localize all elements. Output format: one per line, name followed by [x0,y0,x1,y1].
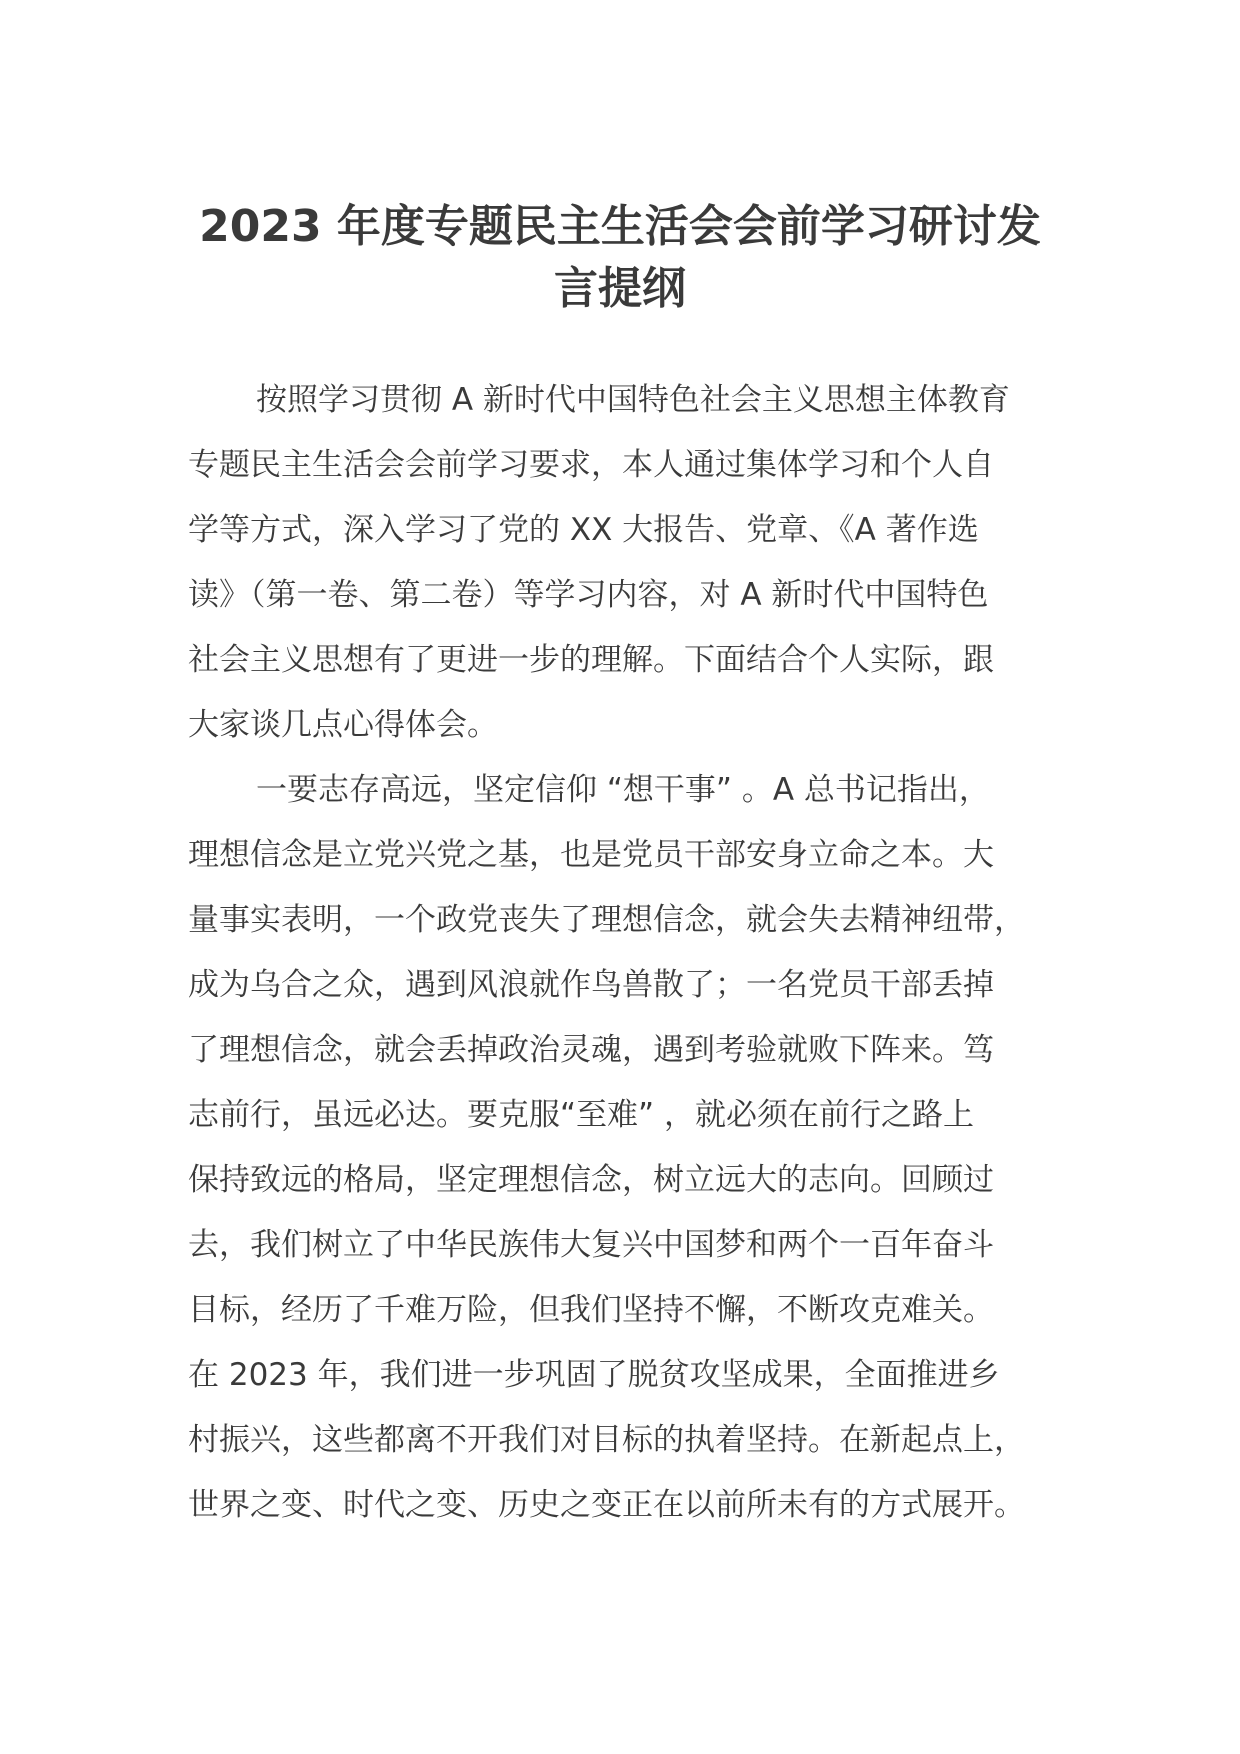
paragraph-intro [188,368,1048,758]
paragraph-line: 保持致远的格局，坚定理想信念，树立远大的志向。回顾过 [188,1162,994,1198]
paragraph-line: 学等方式，深入学习了党的 XX 大报告、党章、《A 著作选 [188,512,979,548]
paragraph-line: 一要志存高远，坚定信仰 “想干事” 。A 总书记指出， [256,772,990,808]
paragraph-point-one [188,758,1048,1538]
paragraph-line: 成为乌合之众，遇到风浪就作鸟兽散了；一名党员干部丢掉 [188,967,994,1003]
paragraph-line: 社会主义思想有了更进一步的理解。下面结合个人实际，跟 [188,642,994,678]
paragraph-line: 专题民主生活会会前学习要求，本人通过集体学习和个人自 [188,447,994,483]
paragraph-line: 世界之变、时代之变、历史之变正在以前所未有的方式展开。 [188,1487,1025,1523]
paragraph-line: 量事实表明，一个政党丧失了理想信念，就会失去精神纽带， [188,902,1025,938]
paragraph-line: 理想信念是立党兴党之基，也是党员干部安身立命之本。大 [188,837,994,873]
document-body [188,368,1048,1538]
paragraph-line: 了理想信念，就会丢掉政治灵魂，遇到考验就败下阵来。笃 [188,1032,994,1068]
paragraph-line: 志前行，虽远必达。要克服“至难” ，就必须在前行之路上 [188,1097,974,1133]
paragraph-line: 村振兴，这些都离不开我们对目标的执着坚持。在新起点上， [188,1422,1025,1458]
paragraph-line: 按照学习贯彻 A 新时代中国特色社会主义思想主体教育 [256,382,1010,418]
title-line-2: 言提纲 [554,263,686,314]
paragraph-line: 去，我们树立了中华民族伟大复兴中国梦和两个一百年奋斗 [188,1227,994,1263]
title-line-1: 2023 年度专题民主生活会会前学习研讨发 [199,201,1041,252]
paragraph-line: 在 2023 年，我们进一步巩固了脱贫攻坚成果，全面推进乡 [188,1357,1000,1393]
paragraph-line: 读》（第一卷、第二卷）等学习内容，对 A 新时代中国特色 [188,577,989,613]
paragraph-line: 目标，经历了千难万险，但我们坚持不懈，不断攻克难关。 [188,1292,994,1328]
document-title [180,196,1060,320]
paragraph-line: 大家谈几点心得体会。 [188,707,498,743]
